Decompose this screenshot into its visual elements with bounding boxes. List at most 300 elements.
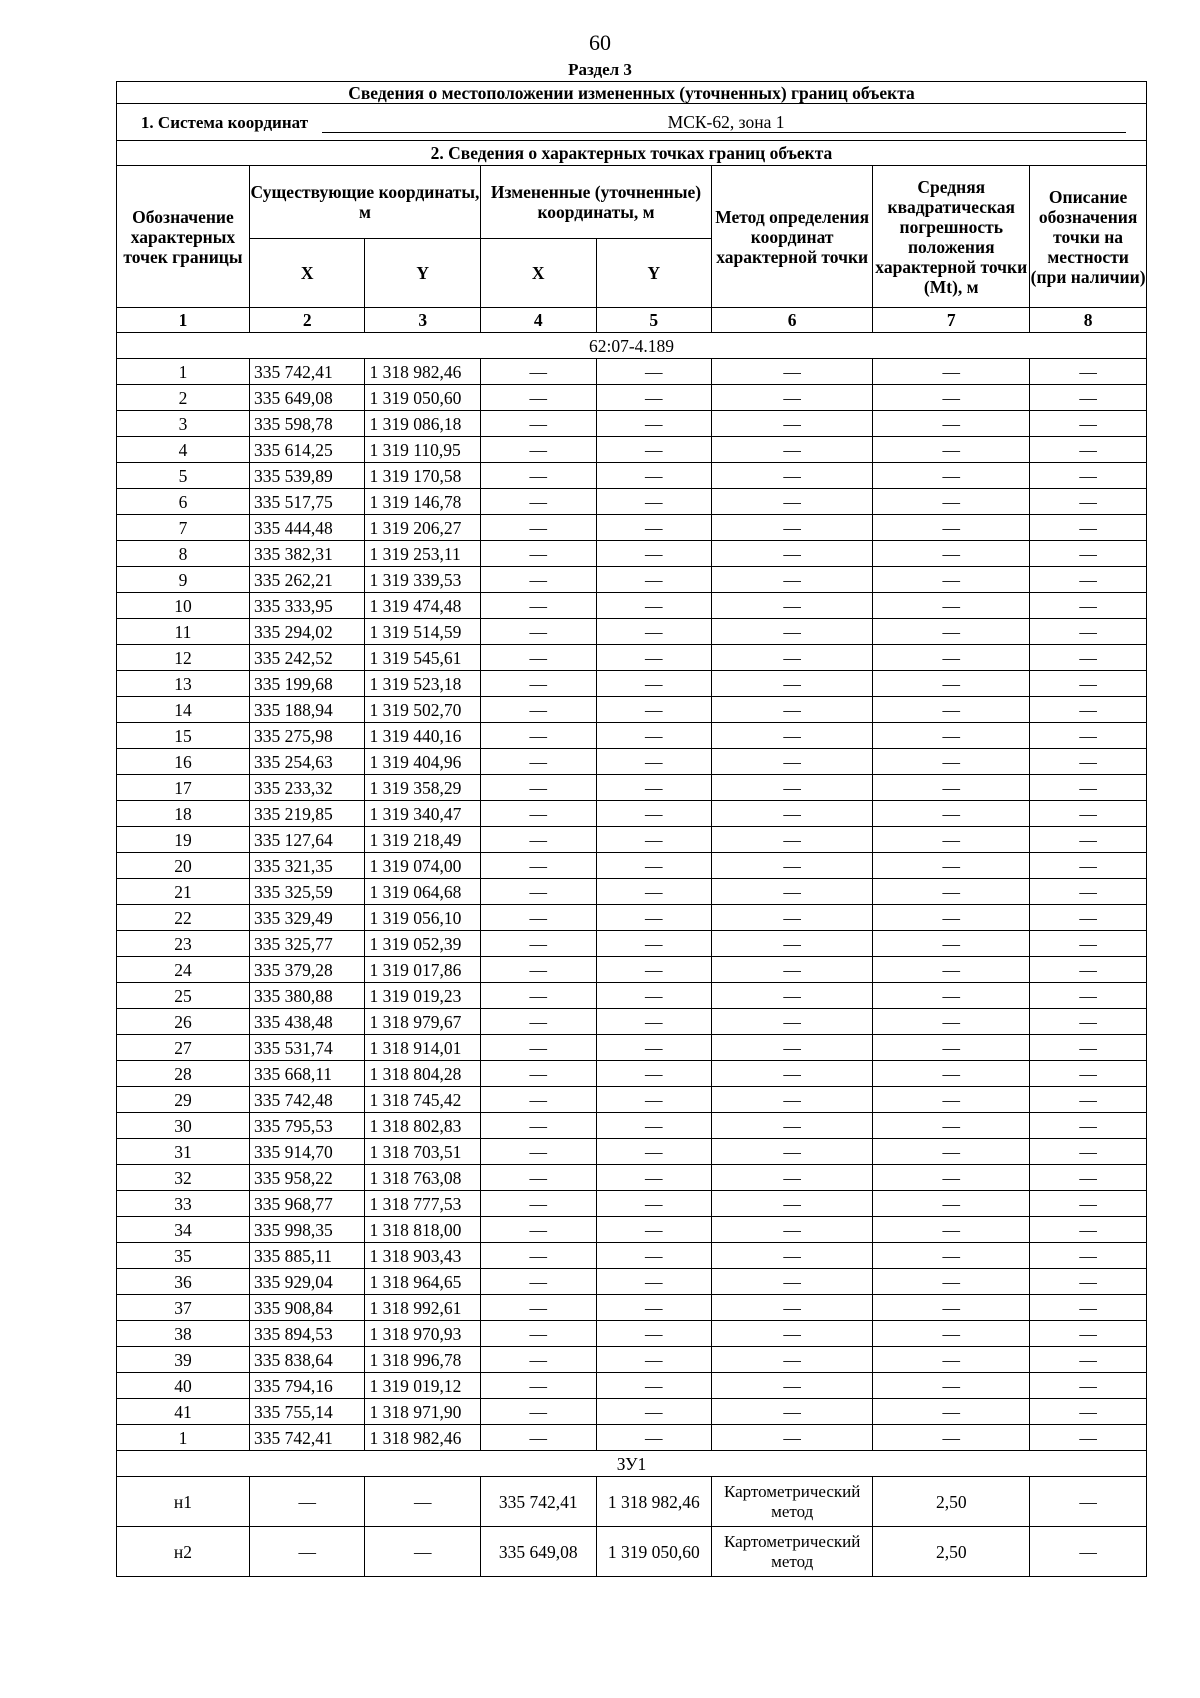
table-row xyxy=(117,1217,1147,1243)
point-number: 4 xyxy=(117,437,250,463)
dash-cell: — xyxy=(596,359,712,385)
point-number: 15 xyxy=(117,723,250,749)
dash-cell: — xyxy=(712,593,873,619)
dash-cell: — xyxy=(596,489,712,515)
dash-cell: — xyxy=(712,385,873,411)
dash-cell: — xyxy=(1030,1217,1147,1243)
existing-x: 335 894,53 xyxy=(249,1321,365,1347)
table-row xyxy=(117,1347,1147,1373)
table-row xyxy=(117,853,1147,879)
dash-cell: — xyxy=(480,957,596,983)
existing-y: 1 318 804,28 xyxy=(365,1061,481,1087)
dash-cell: — xyxy=(712,1035,873,1061)
existing-x: 335 199,68 xyxy=(249,671,365,697)
point-number: 41 xyxy=(117,1399,250,1425)
dash-cell: — xyxy=(1030,463,1147,489)
dash-cell: — xyxy=(480,515,596,541)
point-number: 1 xyxy=(117,359,250,385)
dash-cell: — xyxy=(712,1061,873,1087)
table-row xyxy=(117,723,1147,749)
existing-x: 335 531,74 xyxy=(249,1035,365,1061)
dash-cell: — xyxy=(596,723,712,749)
point-number: 28 xyxy=(117,1061,250,1087)
existing-x: 335 614,25 xyxy=(249,437,365,463)
table-row xyxy=(117,1243,1147,1269)
dash-cell: — xyxy=(873,1009,1030,1035)
group-row xyxy=(117,333,1147,359)
group-row xyxy=(117,1451,1147,1477)
existing-y: 1 318 970,93 xyxy=(365,1321,481,1347)
existing-x: 335 329,49 xyxy=(249,905,365,931)
existing-y: 1 319 064,68 xyxy=(365,879,481,905)
dash-cell: — xyxy=(480,593,596,619)
dash-cell: — xyxy=(1030,437,1147,463)
dash-cell: — xyxy=(480,1295,596,1321)
dash-cell: — xyxy=(1030,619,1147,645)
dash-cell: — xyxy=(873,905,1030,931)
existing-y: 1 318 982,46 xyxy=(365,359,481,385)
table-row xyxy=(117,1321,1147,1347)
existing-x: 335 127,64 xyxy=(249,827,365,853)
dash-cell: — xyxy=(596,1165,712,1191)
dash-cell: — xyxy=(249,1477,365,1527)
point-number: 6 xyxy=(117,489,250,515)
dash-cell: — xyxy=(712,541,873,567)
dash-cell: — xyxy=(480,697,596,723)
dash-cell: — xyxy=(249,1527,365,1577)
existing-x: 335 275,98 xyxy=(249,723,365,749)
existing-y: 1 319 019,12 xyxy=(365,1373,481,1399)
column-number: 1 xyxy=(117,308,250,333)
existing-y: 1 318 971,90 xyxy=(365,1399,481,1425)
dash-cell: — xyxy=(873,1243,1030,1269)
dash-cell: — xyxy=(480,1347,596,1373)
dash-cell: — xyxy=(480,983,596,1009)
group-label: ЗУ1 xyxy=(117,1451,1147,1477)
dash-cell: — xyxy=(480,749,596,775)
dash-cell: — xyxy=(596,1113,712,1139)
table-row xyxy=(117,567,1147,593)
existing-x: 335 325,59 xyxy=(249,879,365,905)
existing-y: 1 319 514,59 xyxy=(365,619,481,645)
column-number: 8 xyxy=(1030,308,1147,333)
table-row xyxy=(117,515,1147,541)
dash-cell: — xyxy=(596,983,712,1009)
existing-y: 1 319 052,39 xyxy=(365,931,481,957)
dash-cell: — xyxy=(1030,1243,1147,1269)
dash-cell: — xyxy=(873,853,1030,879)
existing-y: 1 319 358,29 xyxy=(365,775,481,801)
dash-cell: — xyxy=(480,437,596,463)
existing-x: 335 598,78 xyxy=(249,411,365,437)
dash-cell: — xyxy=(1030,749,1147,775)
dash-cell: — xyxy=(480,1269,596,1295)
dash-cell: — xyxy=(480,463,596,489)
table-row xyxy=(117,541,1147,567)
dash-cell: — xyxy=(480,1113,596,1139)
existing-x: 335 379,28 xyxy=(249,957,365,983)
existing-y: 1 319 253,11 xyxy=(365,541,481,567)
dash-cell: — xyxy=(480,1217,596,1243)
table-row xyxy=(117,1009,1147,1035)
table-row xyxy=(117,489,1147,515)
dash-cell: — xyxy=(596,749,712,775)
point-number: 35 xyxy=(117,1243,250,1269)
point-number: 10 xyxy=(117,593,250,619)
point-number: 38 xyxy=(117,1321,250,1347)
dash-cell: — xyxy=(480,1321,596,1347)
dash-cell: — xyxy=(1030,1321,1147,1347)
existing-y: 1 318 964,65 xyxy=(365,1269,481,1295)
dash-cell: — xyxy=(712,1399,873,1425)
dash-cell: — xyxy=(1030,1295,1147,1321)
dash-cell: — xyxy=(596,645,712,671)
dash-cell: — xyxy=(1030,853,1147,879)
point-number: 14 xyxy=(117,697,250,723)
dash-cell: — xyxy=(873,515,1030,541)
existing-x: 335 325,77 xyxy=(249,931,365,957)
existing-x: 335 649,08 xyxy=(249,385,365,411)
dash-cell: — xyxy=(873,1035,1030,1061)
dash-cell: — xyxy=(712,957,873,983)
header-existing-x: X xyxy=(249,239,365,308)
existing-y: 1 319 206,27 xyxy=(365,515,481,541)
existing-y: 1 319 545,61 xyxy=(365,645,481,671)
header-existing-y: Y xyxy=(365,239,481,308)
dash-cell: — xyxy=(873,359,1030,385)
dash-cell: — xyxy=(712,723,873,749)
table-row xyxy=(117,697,1147,723)
table-row xyxy=(117,1087,1147,1113)
dash-cell: — xyxy=(712,1191,873,1217)
dash-cell: — xyxy=(1030,775,1147,801)
dash-cell: — xyxy=(873,827,1030,853)
dash-cell: — xyxy=(596,567,712,593)
dash-cell: — xyxy=(1030,1399,1147,1425)
existing-y: 1 318 763,08 xyxy=(365,1165,481,1191)
table-row xyxy=(117,1269,1147,1295)
table-row xyxy=(117,437,1147,463)
dash-cell: — xyxy=(1030,879,1147,905)
dash-cell: — xyxy=(480,385,596,411)
header-error: Средняя квадратическая погрешность положения характерной точки (Mt), м xyxy=(873,166,1030,308)
dash-cell: — xyxy=(1030,1477,1147,1527)
dash-cell: — xyxy=(712,1087,873,1113)
dash-cell: — xyxy=(873,775,1030,801)
existing-x: 335 233,32 xyxy=(249,775,365,801)
dash-cell: — xyxy=(873,931,1030,957)
table-row xyxy=(117,1425,1147,1451)
point-number: 39 xyxy=(117,1347,250,1373)
dash-cell: — xyxy=(596,1087,712,1113)
dash-cell: — xyxy=(1030,567,1147,593)
dash-cell: — xyxy=(1030,671,1147,697)
dash-cell: — xyxy=(873,541,1030,567)
dash-cell: — xyxy=(596,957,712,983)
dash-cell: — xyxy=(480,1243,596,1269)
existing-x: 335 254,63 xyxy=(249,749,365,775)
table-row xyxy=(117,1139,1147,1165)
dash-cell: — xyxy=(873,619,1030,645)
dash-cell: — xyxy=(596,1399,712,1425)
table-row xyxy=(117,1035,1147,1061)
table-row xyxy=(117,827,1147,853)
column-number: 3 xyxy=(365,308,481,333)
existing-y: 1 319 523,18 xyxy=(365,671,481,697)
dash-cell: — xyxy=(712,645,873,671)
existing-y: 1 319 019,23 xyxy=(365,983,481,1009)
dash-cell: — xyxy=(1030,801,1147,827)
existing-y: 1 318 992,61 xyxy=(365,1295,481,1321)
point-number: 13 xyxy=(117,671,250,697)
existing-y: 1 319 170,58 xyxy=(365,463,481,489)
existing-y: 1 318 982,46 xyxy=(365,1425,481,1451)
existing-y: 1 318 914,01 xyxy=(365,1035,481,1061)
point-number: 23 xyxy=(117,931,250,957)
existing-y: 1 319 339,53 xyxy=(365,567,481,593)
table-row xyxy=(117,1295,1147,1321)
dash-cell: — xyxy=(1030,1009,1147,1035)
table-row xyxy=(117,463,1147,489)
dash-cell: — xyxy=(596,1191,712,1217)
dash-cell: — xyxy=(596,385,712,411)
point-number: 30 xyxy=(117,1113,250,1139)
dash-cell: — xyxy=(365,1527,481,1577)
dash-cell: — xyxy=(873,437,1030,463)
table-row xyxy=(117,1527,1147,1577)
dash-cell: — xyxy=(712,1139,873,1165)
error-cell: 2,50 xyxy=(873,1477,1030,1527)
existing-x: 335 517,75 xyxy=(249,489,365,515)
existing-y: 1 318 979,67 xyxy=(365,1009,481,1035)
dash-cell: — xyxy=(873,1373,1030,1399)
dash-cell: — xyxy=(712,411,873,437)
dash-cell: — xyxy=(596,1009,712,1035)
dash-cell: — xyxy=(480,1061,596,1087)
error-cell: 2,50 xyxy=(873,1527,1030,1577)
existing-y: 1 318 996,78 xyxy=(365,1347,481,1373)
dash-cell: — xyxy=(873,801,1030,827)
dash-cell: — xyxy=(480,1191,596,1217)
dash-cell: — xyxy=(596,1139,712,1165)
existing-y: 1 318 903,43 xyxy=(365,1243,481,1269)
dash-cell: — xyxy=(712,879,873,905)
dash-cell: — xyxy=(480,801,596,827)
table-row xyxy=(117,879,1147,905)
dash-cell: — xyxy=(873,593,1030,619)
existing-y: 1 318 777,53 xyxy=(365,1191,481,1217)
point-number: 8 xyxy=(117,541,250,567)
existing-x: 335 294,02 xyxy=(249,619,365,645)
coord-system-label: 1. Система координат xyxy=(140,112,309,132)
dash-cell: — xyxy=(1030,515,1147,541)
header-description: Описание обозначения точки на местности (при наличии) xyxy=(1030,166,1147,308)
existing-x: 335 968,77 xyxy=(249,1191,365,1217)
existing-x: 335 262,21 xyxy=(249,567,365,593)
table-row xyxy=(117,749,1147,775)
point-number: 22 xyxy=(117,905,250,931)
header-method: Метод определения координат характерной точки xyxy=(712,166,873,308)
dash-cell: — xyxy=(712,1165,873,1191)
table-row xyxy=(117,1399,1147,1425)
point-number: 27 xyxy=(117,1035,250,1061)
dash-cell: — xyxy=(712,1009,873,1035)
dash-cell: — xyxy=(596,515,712,541)
dash-cell: — xyxy=(712,567,873,593)
coord-system-value: МСК-62, зона 1 xyxy=(322,112,1126,133)
dash-cell: — xyxy=(480,1087,596,1113)
dash-cell: — xyxy=(712,827,873,853)
dash-cell: — xyxy=(480,1139,596,1165)
dash-cell: — xyxy=(873,1113,1030,1139)
dash-cell: — xyxy=(596,1295,712,1321)
existing-x: 335 382,31 xyxy=(249,541,365,567)
dash-cell: — xyxy=(712,983,873,1009)
point-number: 5 xyxy=(117,463,250,489)
dash-cell: — xyxy=(596,1035,712,1061)
point-number: 24 xyxy=(117,957,250,983)
page-number: 60 xyxy=(589,30,611,55)
dash-cell: — xyxy=(480,1035,596,1061)
dash-cell: — xyxy=(596,905,712,931)
dash-cell: — xyxy=(1030,957,1147,983)
dash-cell: — xyxy=(596,1373,712,1399)
existing-y: 1 319 502,70 xyxy=(365,697,481,723)
table-row xyxy=(117,1477,1147,1527)
dash-cell: — xyxy=(596,1425,712,1451)
table-row xyxy=(117,385,1147,411)
point-number: 40 xyxy=(117,1373,250,1399)
table-row xyxy=(117,1373,1147,1399)
dash-cell: — xyxy=(365,1477,481,1527)
existing-x: 335 188,94 xyxy=(249,697,365,723)
point-number: 11 xyxy=(117,619,250,645)
point-number: 32 xyxy=(117,1165,250,1191)
dash-cell: — xyxy=(596,827,712,853)
existing-x: 335 380,88 xyxy=(249,983,365,1009)
dash-cell: — xyxy=(480,853,596,879)
table-row xyxy=(117,801,1147,827)
existing-x: 335 742,41 xyxy=(249,359,365,385)
dash-cell: — xyxy=(596,619,712,645)
existing-y: 1 319 086,18 xyxy=(365,411,481,437)
changed-y: 1 318 982,46 xyxy=(596,1477,712,1527)
point-number: н1 xyxy=(117,1477,250,1527)
existing-x: 335 914,70 xyxy=(249,1139,365,1165)
dash-cell: — xyxy=(596,1347,712,1373)
table-row xyxy=(117,1113,1147,1139)
point-number: 9 xyxy=(117,567,250,593)
dash-cell: — xyxy=(873,1061,1030,1087)
dash-cell: — xyxy=(712,1295,873,1321)
changed-y: 1 319 050,60 xyxy=(596,1527,712,1577)
dash-cell: — xyxy=(480,359,596,385)
existing-x: 335 444,48 xyxy=(249,515,365,541)
point-number: 31 xyxy=(117,1139,250,1165)
dash-cell: — xyxy=(1030,931,1147,957)
dash-cell: — xyxy=(596,437,712,463)
point-number: 25 xyxy=(117,983,250,1009)
table-row xyxy=(117,411,1147,437)
dash-cell: — xyxy=(1030,1347,1147,1373)
dash-cell: — xyxy=(596,1217,712,1243)
dash-cell: — xyxy=(1030,1373,1147,1399)
existing-y: 1 319 440,16 xyxy=(365,723,481,749)
existing-x: 335 929,04 xyxy=(249,1269,365,1295)
dash-cell: — xyxy=(596,853,712,879)
dash-cell: — xyxy=(480,931,596,957)
dash-cell: — xyxy=(712,775,873,801)
dash-cell: — xyxy=(480,879,596,905)
dash-cell: — xyxy=(712,463,873,489)
existing-y: 1 318 745,42 xyxy=(365,1087,481,1113)
existing-y: 1 319 146,78 xyxy=(365,489,481,515)
existing-x: 335 539,89 xyxy=(249,463,365,489)
boundary-points-table xyxy=(116,81,1147,1577)
dash-cell: — xyxy=(1030,1035,1147,1061)
point-number: 2 xyxy=(117,385,250,411)
dash-cell: — xyxy=(596,463,712,489)
dash-cell: — xyxy=(712,749,873,775)
dash-cell: — xyxy=(712,801,873,827)
dash-cell: — xyxy=(480,905,596,931)
dash-cell: — xyxy=(1030,489,1147,515)
column-number: 7 xyxy=(873,308,1030,333)
dash-cell: — xyxy=(596,593,712,619)
table-row xyxy=(117,671,1147,697)
dash-cell: — xyxy=(1030,1191,1147,1217)
dash-cell: — xyxy=(712,853,873,879)
dash-cell: — xyxy=(712,1269,873,1295)
dash-cell: — xyxy=(596,1061,712,1087)
dash-cell: — xyxy=(712,671,873,697)
dash-cell: — xyxy=(873,1165,1030,1191)
existing-x: 335 885,11 xyxy=(249,1243,365,1269)
point-number: 7 xyxy=(117,515,250,541)
changed-x: 335 649,08 xyxy=(480,1527,596,1577)
existing-y: 1 319 218,49 xyxy=(365,827,481,853)
existing-y: 1 319 017,86 xyxy=(365,957,481,983)
existing-x: 335 242,52 xyxy=(249,645,365,671)
existing-x: 335 838,64 xyxy=(249,1347,365,1373)
dash-cell: — xyxy=(873,957,1030,983)
point-number: 26 xyxy=(117,1009,250,1035)
table-row xyxy=(117,1165,1147,1191)
point-number: 37 xyxy=(117,1295,250,1321)
existing-x: 335 668,11 xyxy=(249,1061,365,1087)
existing-y: 1 319 074,00 xyxy=(365,853,481,879)
dash-cell: — xyxy=(1030,827,1147,853)
dash-cell: — xyxy=(596,801,712,827)
dash-cell: — xyxy=(596,1269,712,1295)
dash-cell: — xyxy=(596,775,712,801)
point-number: 17 xyxy=(117,775,250,801)
dash-cell: — xyxy=(712,489,873,515)
dash-cell: — xyxy=(596,931,712,957)
method-cell: Картометрический метод xyxy=(712,1477,873,1527)
point-number: 12 xyxy=(117,645,250,671)
existing-x: 335 908,84 xyxy=(249,1295,365,1321)
dash-cell: — xyxy=(873,1295,1030,1321)
existing-x: 335 742,41 xyxy=(249,1425,365,1451)
existing-y: 1 318 802,83 xyxy=(365,1113,481,1139)
existing-y: 1 319 056,10 xyxy=(365,905,481,931)
dash-cell: — xyxy=(480,671,596,697)
dash-cell: — xyxy=(1030,1527,1147,1577)
column-number: 4 xyxy=(480,308,596,333)
dash-cell: — xyxy=(596,671,712,697)
table-title: Сведения о местоположении измененных (уточненных) границ объекта xyxy=(117,82,1147,104)
